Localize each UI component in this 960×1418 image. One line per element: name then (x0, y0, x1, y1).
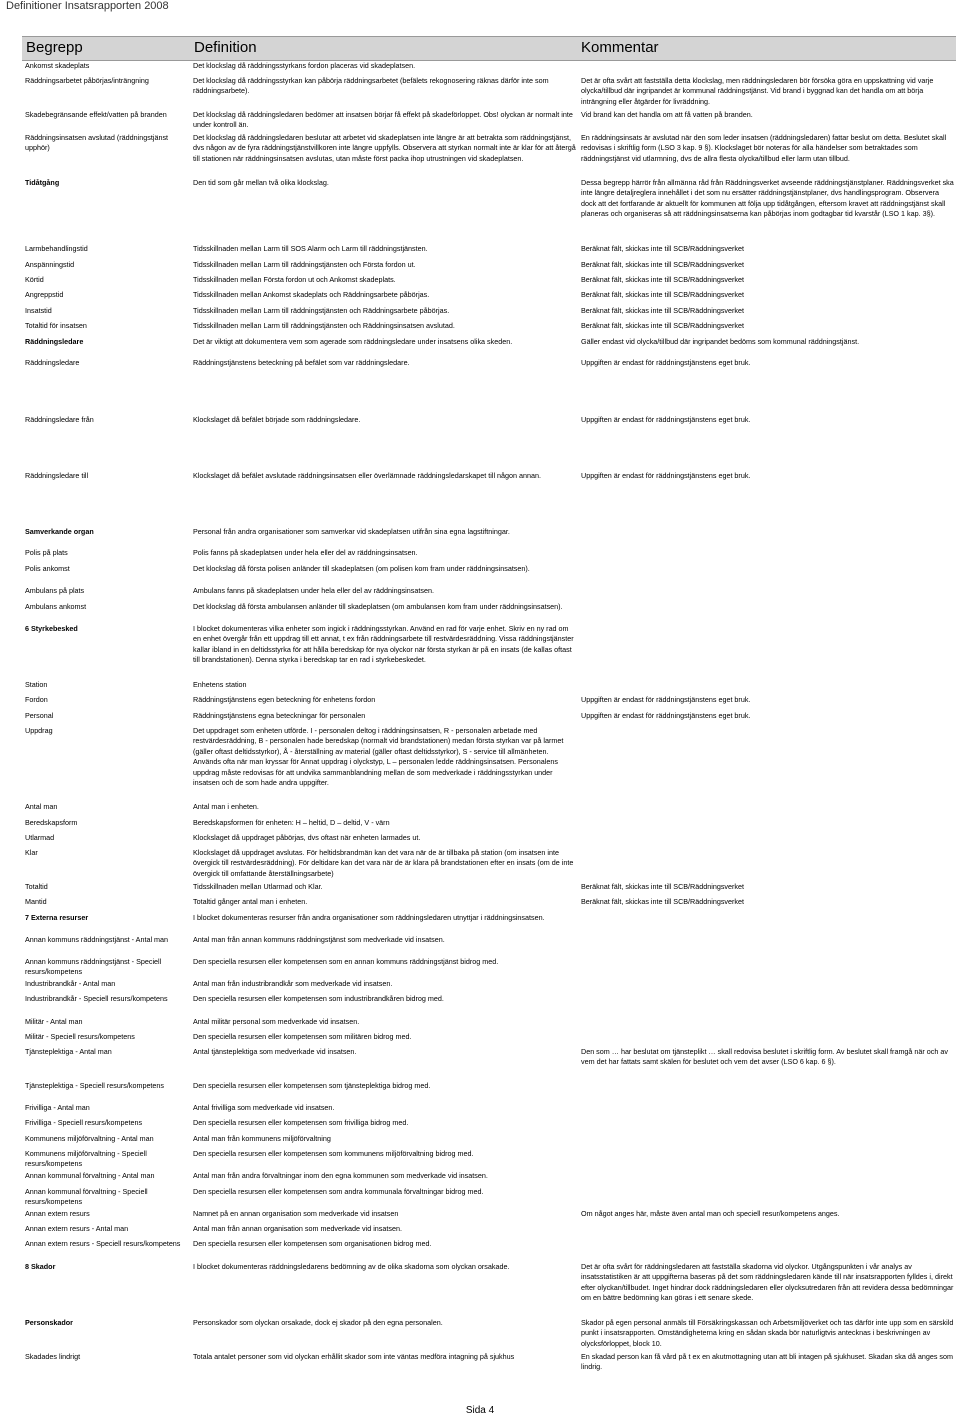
term-cell: Utlarmad (25, 833, 55, 842)
definition-cell: Tidsskillnaden mellan Larm till räddningstjänsten och Räddningsarbete påbörjas. (193, 306, 450, 315)
definition-cell: Klockslaget då uppdraget påbörjas, dvs oftast när enheten larmades ut. (193, 833, 421, 842)
term-cell: Ambulans ankomst (25, 602, 87, 611)
term-cell: Annan kommuns räddningstjänst - Antal man (25, 935, 169, 944)
comment-cell: Uppgiften är endast för räddningstjänstens eget bruk. (581, 415, 751, 424)
term-cell: Tidåtgång (25, 178, 60, 187)
comment-cell: Beräknat fält, skickas inte till SCB/Räddningsverket (581, 275, 744, 284)
comment-cell: Beräknat fält, skickas inte till SCB/Räddningsverket (581, 882, 744, 891)
term-cell: Antal man (25, 802, 58, 811)
term-cell: Tjänsteplektiga - Speciell resurs/kompetens (25, 1081, 165, 1090)
comment-cell: Beräknat fält, skickas inte till SCB/Räddningsverket (581, 290, 744, 299)
term-cell: Polis ankomst (25, 564, 70, 573)
definition-cell: Det klockslag då första ambulansen anländer till skadeplatsen (om ambulansen kom fram under räddningsinsatsen). (193, 602, 563, 611)
term-cell: Annan kommunal förvaltning - Speciell resurs/kompetens (25, 1187, 148, 1207)
definition-cell: Antal man från andra förvaltningar inom den egna kommunen som medverkade vid insatsen. (193, 1171, 488, 1180)
term-cell: Annan kommunal förvaltning - Antal man (25, 1171, 155, 1180)
definition-cell: Polis fanns på skadeplatsen under hela eller del av räddningsinsatsen. (193, 548, 418, 557)
comment-cell: En skadad person kan få vård på t ex en akutmottagning utan att bli intagen på sjukhuset. Skadan ska då anges som lindrig. (581, 1352, 953, 1372)
definition-cell: I blocket dokumenteras vilka enheter som ingick i räddningsstyrkan. Använd en rad för varje enhet. Skriv en ny rad om en enhet övergår från ett uppdrag till ett annat, t ex från räddningsarbete till restvärdesräddning. Vissa räddningstjänster kallar ibland in en deltidsstyrka för att hålla beredskap för nya olyckor när första styrkan är på en insats (de kallas oftast till brandstationen). Denna styrka i beredskap tar en rad i styrkebeskedet. (193, 624, 574, 665)
comment-cell: Dessa begrepp härrör från allmänna råd från Räddningsverket avseende räddningstjänstplaner. Räddningsverket ska inte längre detaljreglera innehållet i det som nu ersätter räddningstjänstplaner, dvs handlingsprogram. Observera dock att det fortfarande är aktuellt för kommunen att följa upp tidåtgången, eftersom kravet att räddningstjänst skall planeras och organiseras så att räddningsinsatserna kan påbörjas inom godtagbar tid kvarstår (LSO 1 kap. 3§). (581, 178, 954, 219)
definition-cell: Räddningstjänstens egen beteckning för enhetens fordon (193, 695, 376, 704)
term-cell: 7 Externa resurser (25, 913, 89, 922)
term-cell: Körtid (25, 275, 44, 284)
term-cell: Totaltid för insatsen (25, 321, 87, 330)
definition-cell: Antal man i enheten. (193, 802, 259, 811)
definition-cell: Tidsskillnaden mellan Ankomst skadeplats och Räddningsarbete påbörjas. (193, 290, 430, 299)
term-cell: Insatstid (25, 306, 52, 315)
definition-cell: Den speciella resursen eller kompetensen som militären bidrog med. (193, 1032, 412, 1041)
comment-cell: En räddningsinsats är avslutad när den som leder insatsen (räddningsledaren) fattar beslut om detta. Beslutet skall redovisas i skriftlig form (LSO 3 kap. 9 §). Klockslaget bör noteras för alla händelser som betraktades som räddningstjänst vid utlarmning, dvs de allra flesta olycka/tillbud eller larm utan tillbud. (581, 133, 947, 163)
definition-cell: Den speciella resursen eller kompetensen som frivilliga bidrog med. (193, 1118, 409, 1127)
definition-cell: Det uppdraget som enheten utförde. I - personalen deltog i räddningsinsatsen, R - personalen arbetade med restvärdesräddning, B - personalen hade beredskap (normalt vid brandstationen) medan första styrkan var på larmet (gäller oftast deltidsstyrkor), Å - återställning av material (gäller oftast deltidsstyrkor), S - service till allmänheten. Används ofta när man kryssar för Annat uppdrag i olyckstyp, L – personalen ledde räddningsinsatsen. Personalens uppdrag måste redovisas för att undvika sammanblandning mellan de som medverkade i räddningsstyrkan under insatsen och de som hade andra uppgifter. (193, 726, 564, 788)
definition-cell: Antal militär personal som medverkade vid insatsen. (193, 1017, 360, 1026)
comment-cell: Det är ofta svårt att fastställa detta klockslag, men räddningsledaren bör försöka göra en uppskattning vid varje olycka/tillbud där ingripandet är kommunal räddningstjänst. Vid brand i byggnad kan det handla om att börja inträngning eller åtgärder för livräddning. (581, 76, 934, 106)
term-cell: Samverkande organ (25, 527, 94, 536)
definition-cell: Antal tjänsteplektiga som medverkade vid insatsen. (193, 1047, 357, 1056)
term-cell: Kommunens miljöförvaltning - Speciell resurs/kompetens (25, 1149, 147, 1169)
term-cell: Ambulans på plats (25, 586, 85, 595)
term-cell: Station (25, 680, 48, 689)
definition-cell: Namnet på en annan organisation som medverkade vid insatsen (193, 1209, 399, 1218)
definition-cell: Antal man från industribrandkår som medverkade vid insatsen. (193, 979, 393, 988)
term-cell: Annan extern resurs - Antal man (25, 1224, 129, 1233)
definition-cell: Klockslaget då uppdraget avslutas. För heltidsbrandmän kan det vara när de är tillbaka på station (om insatsen inte övergick till restvärdesräddning). För deltidare kan det vara när de är klara på brandstationen efter en insats (om de inte övergick till omfattande återställningsarbete) (193, 848, 574, 878)
definition-cell: Ambulans fanns på skadeplatsen under hela eller del av räddningsinsatsen. (193, 586, 434, 595)
definition-cell: Den speciella resursen eller kompetensen som andra kommunala förvaltningar bidrog med. (193, 1187, 484, 1196)
comment-cell: Beräknat fält, skickas inte till SCB/Räddningsverket (581, 306, 744, 315)
term-cell: Militär - Antal man (25, 1017, 83, 1026)
term-cell: Anspänningstid (25, 260, 75, 269)
term-cell: Angreppstid (25, 290, 64, 299)
term-cell: Kommunens miljöförvaltning - Antal man (25, 1134, 154, 1143)
definition-cell: Antal man från annan organisation som medverkade vid insatsen. (193, 1224, 402, 1233)
term-cell: Räddningsledare (25, 358, 80, 367)
definition-cell: Den speciella resursen eller kompetensen som en annan kommuns räddningstjänst bidrog med. (193, 957, 499, 966)
definition-cell: Antal frivilliga som medverkade vid insatsen. (193, 1103, 335, 1112)
comment-cell: Uppgiften är endast för räddningstjänstens eget bruk. (581, 695, 751, 704)
definition-cell: Personal från andra organisationer som samverkar vid skadeplatsen utifrån sina egna lagstiftningar. (193, 527, 510, 536)
comment-cell: Beräknat fält, skickas inte till SCB/Räddningsverket (581, 260, 744, 269)
term-cell: Tjänsteplektiga - Antal man (25, 1047, 112, 1056)
comment-cell: Beräknat fält, skickas inte till SCB/Räddningsverket (581, 321, 744, 330)
term-cell: Räddningsinsatsen avslutad (räddningstjänst upphör) (25, 133, 169, 153)
term-cell: Klar (25, 848, 38, 857)
definition-cell: Antal man från annan kommuns räddningstjänst som medverkade vid insatsen. (193, 935, 445, 944)
definition-cell: Klockslaget då befälet började som räddningsledare. (193, 415, 361, 424)
comment-cell: Uppgiften är endast för räddningstjänstens eget bruk. (581, 471, 751, 480)
comment-cell: Om något anges här, måste även antal man och speciell resur/kompetens anges. (581, 1209, 840, 1218)
definition-cell: Den tid som går mellan två olika klockslag. (193, 178, 329, 187)
definition-cell: Det klockslag då räddningsstyrkans fordon placeras vid skadeplatsen. (193, 61, 416, 70)
comment-cell: Det är ofta svårt för räddningsledaren att fastställa skadorna vid olyckor. Utgångspunkten i vår analys av insatsstatistiken är att uppgifterna baseras på det som räddningsledaren kände till när insatsrapporten fylldes i, direkt efter olyckan/tillbudet. Inget hindrar dock räddningsledaren eller olycksutredaren från att revidera dessa bedömningar om en bättre bedömning kan göras i ett senare skede. (581, 1262, 954, 1303)
definition-cell: Den speciella resursen eller kompetensen som kommunens miljöförvaltning bidrog med. (193, 1149, 474, 1158)
definition-cell: I blocket dokumenteras räddningsledarens bedömning av de olika skadorna som olyckan orsakade. (193, 1262, 510, 1271)
definition-cell: Tidsskillnaden mellan Larm till räddningstjänsten och Första fordon ut. (193, 260, 416, 269)
page-title: Definitioner Insatsrapporten 2008 (6, 0, 169, 12)
definition-cell: Det klockslag då första polisen anländer till skadeplatsen (om polisen kom fram under räddningsinsatsen). (193, 564, 530, 573)
term-cell: Personskador (25, 1318, 73, 1327)
definition-cell: Tidsskillnaden mellan Utlarmad och Klar. (193, 882, 323, 891)
term-cell: Räddningsledare från (25, 415, 94, 424)
comment-cell: Uppgiften är endast för räddningstjänstens eget bruk. (581, 358, 751, 367)
definition-cell: Räddningstjänstens beteckning på befälet som var räddningsledare. (193, 358, 410, 367)
header-kommentar: Kommentar (581, 39, 659, 56)
term-cell: 8 Skador (25, 1262, 56, 1271)
definition-cell: Den speciella resursen eller kompetensen som tjänsteplektiga bidrog med. (193, 1081, 431, 1090)
definition-cell: Den speciella resursen eller kompetensen som industribrandkåren bidrog med. (193, 994, 444, 1003)
term-cell: 6 Styrkebesked (25, 624, 78, 633)
term-cell: Polis på plats (25, 548, 68, 557)
term-cell: Industribrandkår - Antal man (25, 979, 116, 988)
definition-cell: I blocket dokumenteras resurser från andra organisationer som räddningsledaren utnyttjar i räddningsinsatsen. (193, 913, 545, 922)
term-cell: Skadades lindrigt (25, 1352, 81, 1361)
term-cell: Annan extern resurs (25, 1209, 90, 1218)
term-cell: Mantid (25, 897, 47, 906)
definition-cell: Tidsskillnaden mellan Larm till SOS Alarm och Larm till räddningstjänsten. (193, 244, 428, 253)
comment-cell: Vid brand kan det handla om att få vatten på branden. (581, 110, 753, 119)
term-cell: Beredskapsform (25, 818, 78, 827)
header-begrepp: Begrepp (26, 39, 83, 56)
term-cell: Skadebegränsande effekt/vatten på branden (25, 110, 167, 119)
term-cell: Räddningsarbetet påbörjas/inträngning (25, 76, 149, 85)
term-cell: Frivilliga - Speciell resurs/kompetens (25, 1118, 143, 1127)
definition-cell: Det klockslag då räddningsledaren bedömer att insatsen börjar få effekt på skadeförloppet. Obs! olyckan är normalt inte under kontroll än. (193, 110, 573, 130)
definition-cell: Det klockslag då räddningsledaren beslutar att arbetet vid skadeplatsen inte längre är att betrakta som räddningstjänst, dvs någon av de fyra räddningstjänstvillkoren inte längre uppfylls. Observera att styrkan normalt inte är klar för att återgå till stationen när räddningsinsatsen avslutas, utan måste först packa ihop utrustningen vid skadeplatsen. (193, 133, 576, 163)
term-cell: Frivilliga - Antal man (25, 1103, 90, 1112)
page-footer: Sida 4 (465, 1405, 495, 1416)
comment-cell: Skador på egen personal anmäls till Försäkringskassan och Arbetsmiljöverket och tas därför inte upp som en särskild punkt i insatsrapporten. Omständigheterna kring en sådan skada bör naturligtvis antecknas i beskrivningen av olycksförloppet, block 10. (581, 1318, 954, 1348)
term-cell: Totaltid (25, 882, 48, 891)
definition-cell: Klockslaget då befälet avslutade räddningsinsatsen eller överlämnade räddningsledarskapet till någon annan. (193, 471, 542, 480)
definition-cell: Totaltid gånger antal man i enheten. (193, 897, 308, 906)
comment-cell: Den som … har beslutat om tjänsteplikt … skall redovisa beslutet i skriftlig form. Av beslutet skall framgå när och av vem det har fattats samt skälen för beslutet och vem det avser (LSO 6 kap. 6 §). (581, 1047, 948, 1067)
term-cell: Militär - Speciell resurs/kompetens (25, 1032, 135, 1041)
table-header-band (22, 36, 956, 61)
definition-cell: Tidsskillnaden mellan Larm till räddningstjänsten och Räddningsinsatsen avslutad. (193, 321, 455, 330)
term-cell: Räddningsledare till (25, 471, 89, 480)
term-cell: Larmbehandlingstid (25, 244, 88, 253)
definition-cell: Beredskapsformen för enheten: H – heltid, D – deltid, V - värn (193, 818, 390, 827)
term-cell: Uppdrag (25, 726, 53, 735)
definition-cell: Det är viktigt att dokumentera vem som agerade som räddningsledare under insatsens olika skeden. (193, 337, 513, 346)
comment-cell: Beräknat fält, skickas inte till SCB/Räddningsverket (581, 897, 744, 906)
term-cell: Industribrandkår - Speciell resurs/kompetens (25, 994, 168, 1003)
term-cell: Personal (25, 711, 54, 720)
definition-cell: Antal man från kommunens miljöförvaltning (193, 1134, 331, 1143)
definition-cell: Den speciella resursen eller kompetensen som organisationen bidrog med. (193, 1239, 432, 1248)
definition-cell: Det klockslag då räddningsstyrkan kan påbörja räddningsarbetet (befälets rekognosering räknas därför inte som räddningsarbete). (193, 76, 549, 96)
term-cell: Fordon (25, 695, 48, 704)
comment-cell: Uppgiften är endast för räddningstjänstens eget bruk. (581, 711, 751, 720)
definition-cell: Enhetens station (193, 680, 247, 689)
definition-cell: Personskador som olyckan orsakade, dock ej skador på den egna personalen. (193, 1318, 443, 1327)
term-cell: Ankomst skadeplats (25, 61, 90, 70)
term-cell: Annan extern resurs - Speciell resurs/kompetens (25, 1239, 181, 1248)
term-cell: Annan kommuns räddningstjänst - Speciell resurs/kompetens (25, 957, 162, 977)
definition-cell: Räddningstjänstens egna beteckningar för personalen (193, 711, 366, 720)
definition-cell: Totala antalet personer som vid olyckan erhållit skador som inte väntas medföra intagning på sjukhus (193, 1352, 515, 1361)
comment-cell: Beräknat fält, skickas inte till SCB/Räddningsverket (581, 244, 744, 253)
comment-cell: Gäller endast vid olycka/tillbud där ingripandet bedöms som kommunal räddningstjänst. (581, 337, 860, 346)
term-cell: Räddningsledare (25, 337, 84, 346)
header-definition: Definition (194, 39, 257, 56)
definition-cell: Tidsskillnaden mellan Första fordon ut och Ankomst skadeplats. (193, 275, 396, 284)
